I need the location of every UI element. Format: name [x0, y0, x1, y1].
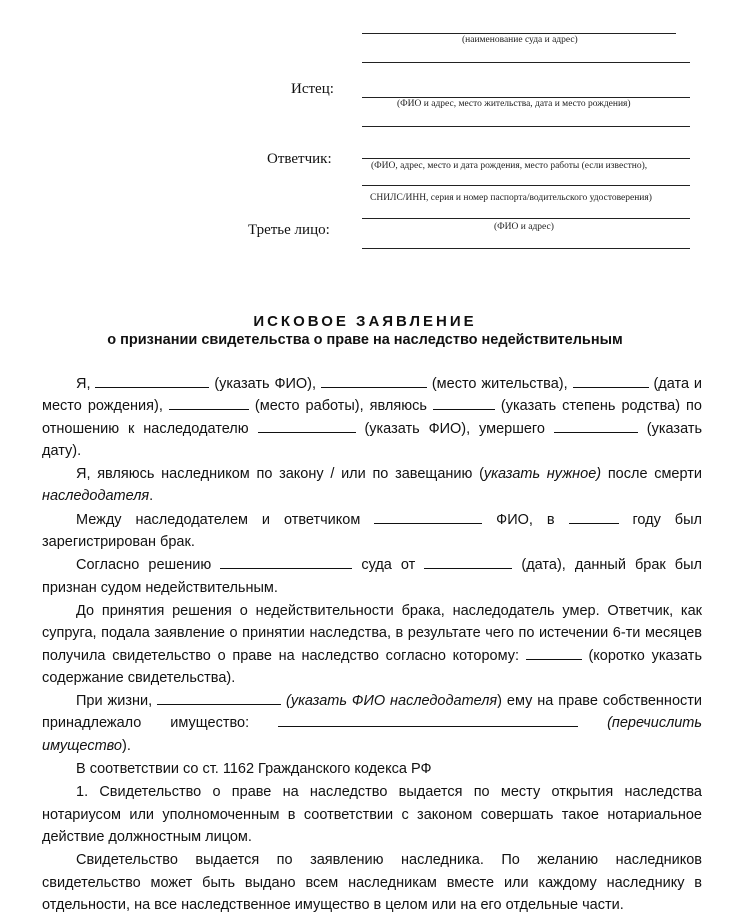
text-segment: (дата и место рождения), [42, 376, 703, 415]
third-party-caption: (ФИО и адрес) [494, 222, 554, 232]
text-segment: Согласно решению [76, 557, 212, 574]
plaintiff-caption: (ФИО и адрес, место жительства, дата и место рождения) [397, 99, 631, 109]
defendant-line-2 [362, 185, 690, 186]
defendant-line-3 [362, 218, 690, 219]
text-segment: (указать ФИО), [214, 376, 317, 392]
text-segment: ФИО, в [496, 511, 555, 528]
claim-body [42, 373, 702, 917]
text-segment: Я, [76, 376, 91, 392]
text-segment: году был зарегистрирован брак. [42, 511, 702, 551]
text-segment: Между наследодателем и ответчиком [76, 511, 361, 528]
paragraph-court-decision [42, 554, 702, 599]
text-segment: При жизни, [76, 693, 153, 710]
blank-birth [573, 373, 649, 388]
defendant-line [362, 158, 690, 159]
paragraph-law-point-1: 1. Свидетельство о праве на наследство выдается по месту открытия наследства нотариусом или уполномоченным в соответствии с законом совершать такое нотариальное действие должностным лицом. [42, 784, 702, 845]
paragraph-law-reference: В соответствии со ст. 1162 Гражданского кодекса РФ [76, 761, 432, 778]
paragraph-property [42, 690, 702, 757]
text-segment: ) ему на праве собственности принадлежало имущество: [42, 693, 702, 732]
text-segment: Я, являюсь наследником по закону / или по завещанию ( [76, 466, 484, 483]
blank-decedent-fio [258, 418, 356, 433]
plaintiff-line-2 [362, 126, 690, 127]
blank-decision-date [424, 554, 512, 569]
text-segment-italic: (перечислить имущество [42, 715, 703, 754]
plaintiff-label: Истец: [291, 81, 334, 97]
blank-work [169, 395, 249, 410]
defendant-caption-2: СНИЛС/ИНН, серия и номер паспорта/водительского удостоверения) [370, 193, 652, 203]
blank-death-date [554, 418, 638, 433]
blank-kinship [433, 395, 495, 410]
text-segment: после смерти [601, 466, 702, 483]
blank-marriage-year [569, 509, 619, 524]
paragraph-personal-info [42, 373, 702, 462]
blank-property [278, 712, 578, 727]
blank-fio [95, 373, 209, 388]
paragraph-heir-status [42, 463, 702, 508]
text-segment: ). [121, 737, 131, 754]
text-segment-italic: (указать ФИО наследодателя [285, 693, 498, 710]
paragraph-certificate [42, 600, 702, 689]
document-title: ИСКОВОЕ ЗАЯВЛЕНИЕ [253, 313, 477, 330]
text-segment: (дата), данный брак был признан судом недействительным. [42, 557, 702, 596]
court-line [362, 33, 676, 34]
court-line-2 [362, 62, 690, 63]
text-segment: До принятия решения о недействительности брака, наследодатель умер. Ответчик, как супруга, подала заявление о принятии наследства, в результате чего по истечении 6-ти месяцев получила свидетельство о праве на наследство согласно которому: [42, 602, 702, 664]
text-segment: (указать ФИО), умершего [364, 420, 545, 437]
text-segment-italic: указать нужное) [483, 466, 602, 483]
blank-residence [321, 373, 427, 388]
text-segment: . [149, 488, 154, 505]
blank-decision [220, 554, 352, 569]
blank-certificate-content [526, 645, 582, 660]
paragraph-law-point-2: Свидетельство выдается по заявлению наследника. По желанию наследников свидетельство может быть выдано всем наследникам вместе или каждому наследнику в отдельности, на все наследственное имущество в целом или на его отдельные части. [42, 852, 702, 913]
blank-decedent-name [157, 690, 281, 705]
plaintiff-line [362, 97, 690, 98]
document-subtitle: о признании свидетельства о праве на наследство недействительным [107, 332, 623, 348]
third-party-label: Третье лицо: [248, 222, 330, 238]
text-segment: (указать степень родства) по отношению к наследодателю [42, 398, 702, 437]
third-party-line [362, 248, 690, 249]
text-segment-italic: наследодателя [42, 488, 150, 505]
court-caption: (наименование суда и адрес) [462, 35, 578, 45]
blank-defendant-fio [374, 509, 482, 524]
text-segment: (коротко указать содержание свидетельства). [42, 647, 702, 686]
text-segment: суда от [361, 557, 416, 574]
defendant-label: Ответчик: [267, 151, 332, 167]
text-segment: (место работы), являюсь [254, 398, 427, 415]
text-segment: (указать дату). [42, 420, 703, 459]
paragraph-marriage [42, 509, 702, 554]
text-segment: (место жительства), [431, 376, 568, 392]
defendant-caption-1: (ФИО, адрес, место и дата рождения, место работы (если известно), [371, 161, 648, 171]
